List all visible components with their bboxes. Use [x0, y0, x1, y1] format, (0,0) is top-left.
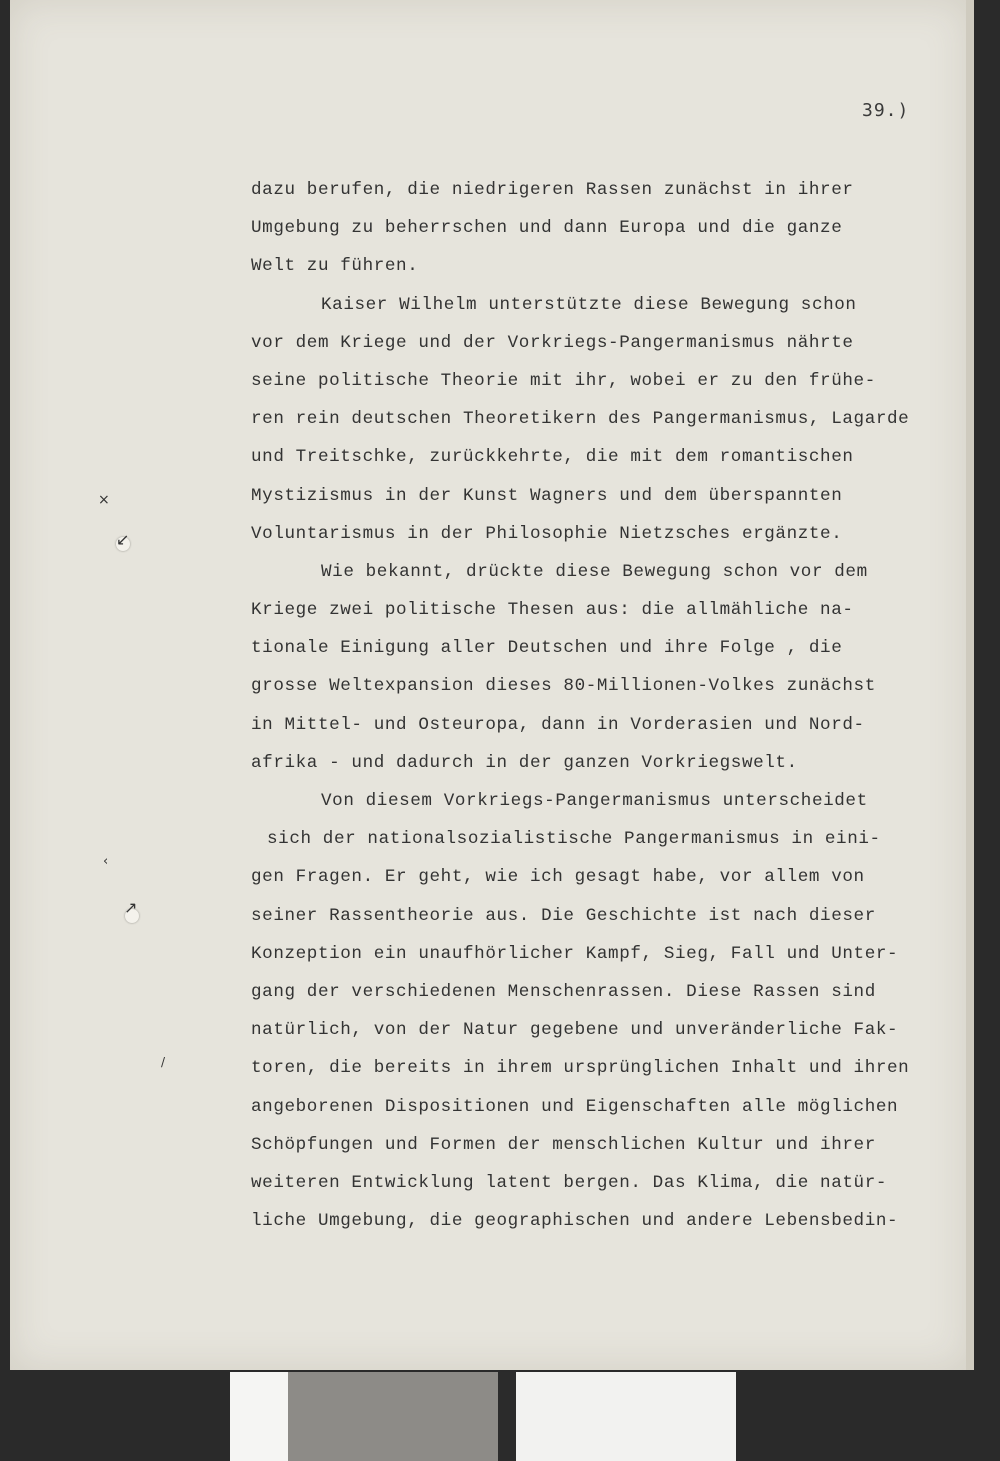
text-line: Welt zu führen. — [251, 256, 419, 277]
paragraph-start-line: Kaiser Wilhelm unterstützte diese Bewegung schon — [321, 294, 857, 315]
margin-tick-mark: ‹ — [103, 854, 109, 869]
text-line: seine politische Theorie mit ihr, wobei er zu den frühe- — [251, 370, 876, 391]
text-line: seiner Rassentheorie aus. Die Geschichte ist nach dieser — [251, 905, 876, 926]
text-line: Konzeption ein unaufhörlicher Kampf, Sieg, Fall und Unter- — [251, 943, 899, 964]
text-line: grosse Weltexpansion dieses 80-Millionen-Volkes zunächst — [251, 676, 876, 697]
text-line: weiteren Entwicklung latent bergen. Das Klima, die natür- — [251, 1172, 888, 1193]
text-line: natürlich, von der Natur gegebene und unveränderliche Fak- — [251, 1020, 899, 1041]
text-line: in Mittel- und Osteuropa, dann in Vorderasien und Nord- — [251, 714, 865, 735]
text-line: tionale Einigung aller Deutschen und ihre Folge , die — [251, 638, 843, 659]
text-line: vor dem Kriege und der Vorkriegs-Pangermanismus nährte — [251, 332, 854, 353]
pencil-mark: / — [161, 1055, 166, 1069]
text-line: sich der nationalsozialistische Pangermanismus in eini- — [267, 829, 881, 850]
text-line: Kriege zwei politische Thesen aus: die allmähliche na- — [251, 600, 854, 621]
text-line: gen Fragen. Er geht, wie ich gesagt habe, vor allem von — [251, 867, 865, 888]
text-line: Voluntarismus in der Philosophie Nietzsches ergänzte. — [251, 523, 843, 544]
margin-tick-mark: ↙ — [116, 530, 130, 549]
text-line: gang der verschiedenen Menschenrassen. Diese Rassen sind — [251, 981, 876, 1002]
text-line: Schöpfungen und Formen der menschlichen Kultur und ihrer — [251, 1134, 876, 1155]
text-line: liche Umgebung, die geographischen und andere Lebensbedin- — [251, 1211, 899, 1232]
text-line: toren, die bereits in ihrem ursprünglichen Inhalt und ihren — [251, 1058, 910, 1079]
page-number: 39.) — [862, 100, 910, 121]
text-line: Umgebung zu beherrschen und dann Europa und die ganze — [251, 218, 843, 239]
gray-patch — [288, 1372, 498, 1461]
margin-tick-mark: × — [98, 492, 110, 508]
text-line: und Treitschke, zurückkehrte, die mit dem romantischen — [251, 447, 854, 468]
document-page — [10, 0, 968, 1370]
paragraph-start-line: Von diesem Vorkriegs-Pangermanismus unterscheidet — [321, 791, 868, 811]
text-line: dazu berufen, die niedrigeren Rassen zunächst in ihrer — [251, 180, 854, 200]
page-edge — [966, 0, 974, 1370]
text-line: ren rein deutschen Theoretikern des Pangermanismus, Lagarde — [251, 409, 910, 430]
text-line: afrika - und dadurch in der ganzen Vorkriegswelt. — [251, 752, 798, 773]
typed-text-body — [251, 171, 971, 1240]
text-line: angeborenen Dispositionen und Eigenschaften alle möglichen — [251, 1096, 899, 1117]
margin-tick-mark: ↗ — [124, 898, 138, 917]
paragraph-start-line: Wie bekannt, drückte diese Bewegung schon vor dem — [321, 561, 868, 582]
black-patch — [498, 1372, 516, 1461]
text-line: Mystizismus in der Kunst Wagners und dem überspannten — [251, 485, 843, 506]
white-patch — [516, 1372, 736, 1461]
scan-calibration-strip — [230, 1372, 750, 1461]
white-patch — [230, 1372, 288, 1461]
